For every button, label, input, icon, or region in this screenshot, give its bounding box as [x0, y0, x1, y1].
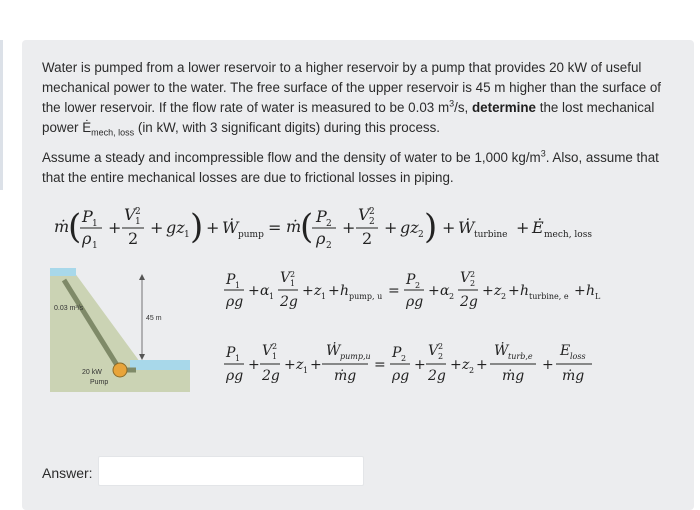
pump-reservoir-diagram — [50, 262, 190, 392]
svg-text:1: 1 — [303, 366, 309, 375]
svg-text:pump,u: pump,u — [340, 352, 371, 361]
pump-label: Pump — [90, 379, 109, 386]
question-card — [22, 40, 694, 510]
svg-text:2: 2 — [470, 270, 476, 279]
problem-paragraph-2: Assume a steady and incompressible flow and the density of water to be 1,000 $kg/m^3$. Also, assume that that the entire mechanical losses are due to frictional losses in piping. — [42, 148, 659, 185]
svg-text:1: 1 — [135, 217, 141, 227]
svg-text:h: h — [586, 283, 596, 299]
svg-text:ρ: ρ — [316, 229, 326, 248]
svg-text:V: V — [358, 205, 370, 224]
svg-text:P: P — [406, 272, 416, 288]
svg-text:2: 2 — [438, 352, 444, 361]
svg-text:+: + — [508, 283, 520, 299]
svg-text:ρg: ρg — [406, 294, 424, 310]
svg-text:ṁg: ṁg — [562, 368, 585, 384]
svg-text:ṁg: ṁg — [334, 368, 357, 384]
determine-keyword: determine — [472, 100, 536, 115]
svg-text:α: α — [260, 283, 270, 299]
svg-text:+: + — [442, 218, 456, 237]
svg-text:z: z — [296, 357, 304, 373]
svg-text:2: 2 — [401, 354, 407, 363]
svg-text:E: E — [560, 343, 571, 359]
svg-text:2: 2 — [369, 217, 375, 227]
svg-text:2g: 2g — [428, 368, 446, 384]
svg-text:(: ( — [68, 207, 82, 247]
svg-text:z: z — [494, 283, 502, 299]
svg-text:2g: 2g — [262, 368, 280, 384]
svg-text:2g: 2g — [280, 294, 298, 310]
svg-text:ρg: ρg — [226, 294, 244, 310]
svg-text:+: + — [428, 283, 440, 299]
svg-text:pump: pump — [238, 230, 264, 240]
svg-text:2: 2 — [501, 292, 507, 301]
svg-text:+: + — [248, 357, 260, 373]
svg-text:ρ: ρ — [82, 229, 92, 248]
svg-text:turbine: turbine — [474, 230, 508, 240]
svg-text:2: 2 — [326, 241, 332, 251]
svg-text:+: + — [284, 357, 296, 373]
svg-text:Ẇ: Ẇ — [326, 343, 341, 359]
svg-text:+: + — [248, 283, 260, 299]
energy-equation-head — [222, 268, 642, 316]
svg-text:z: z — [462, 357, 470, 373]
svg-text:+: + — [542, 357, 554, 373]
svg-text:turb,e: turb,e — [508, 352, 533, 361]
lower-reservoir-water — [130, 360, 190, 370]
svg-text:=: = — [268, 218, 282, 237]
svg-text:1: 1 — [235, 354, 241, 363]
left-border-rule — [0, 40, 3, 190]
answer-input[interactable] — [98, 456, 364, 486]
problem-paragraph-1: Water is pumped from a lower reservoir to a higher reservoir by a pump that provides 20 kW of useful mechanical power to the water. The free surface of the upper reservoir is 45 m higher than the surface of the lower reservoir. If the flow rate of water is measured to be 0.03 $m^3/s$, determine the lost mechanical power $Ė_{mech, loss}$ (in kW, with 3 significant digits) during this process. — [42, 60, 662, 138]
svg-text:1: 1 — [321, 292, 327, 301]
svg-text:gz: gz — [400, 218, 419, 237]
problem-statement — [42, 58, 682, 198]
svg-text:ṁ: ṁ — [286, 217, 302, 236]
svg-text:mech, loss: mech, loss — [544, 230, 592, 240]
svg-text:): ) — [190, 207, 204, 247]
svg-text:V: V — [428, 343, 439, 359]
svg-text:Ẇ: Ẇ — [222, 218, 239, 237]
svg-text:+: + — [150, 218, 164, 237]
pump-icon — [113, 363, 127, 377]
svg-text:V: V — [262, 343, 273, 359]
svg-text:α: α — [440, 283, 450, 299]
svg-text:+: + — [476, 357, 488, 373]
svg-text:ṁg: ṁg — [502, 368, 525, 384]
svg-text:+: + — [302, 283, 314, 299]
svg-text:Ẇ: Ẇ — [458, 218, 475, 237]
svg-text:+: + — [328, 283, 340, 299]
svg-text:2g: 2g — [460, 294, 478, 310]
power-label: 20 kW — [82, 369, 102, 376]
svg-text:z: z — [314, 283, 322, 299]
svg-text:+: + — [574, 283, 586, 299]
svg-text:+: + — [206, 218, 220, 237]
svg-text:2: 2 — [128, 229, 139, 248]
svg-text:=: = — [374, 357, 386, 373]
svg-text:P: P — [226, 272, 236, 288]
svg-text:2: 2 — [290, 270, 296, 279]
svg-text:Ẇ: Ẇ — [494, 343, 509, 359]
svg-text:+: + — [384, 218, 398, 237]
svg-text:+: + — [516, 218, 530, 237]
svg-text:+: + — [108, 218, 122, 237]
svg-text:P: P — [316, 207, 327, 226]
svg-text:ṁ: ṁ — [54, 217, 70, 236]
svg-text:turbine, e: turbine, e — [529, 292, 569, 301]
svg-text:Ė: Ė — [532, 218, 544, 237]
svg-text:h: h — [340, 283, 350, 299]
svg-text:2: 2 — [470, 279, 476, 288]
svg-text:2: 2 — [469, 366, 475, 375]
svg-text:pump, u: pump, u — [349, 292, 383, 301]
svg-text:): ) — [424, 207, 438, 247]
svg-text:P: P — [226, 345, 236, 361]
svg-text:V: V — [280, 270, 291, 286]
svg-text:2: 2 — [369, 207, 375, 217]
svg-text:1: 1 — [92, 219, 98, 229]
svg-text:V: V — [124, 205, 136, 224]
flow-label: 0.03 m³/s — [54, 305, 84, 312]
svg-text:L: L — [595, 292, 601, 301]
svg-text:1: 1 — [290, 279, 296, 288]
svg-text:1: 1 — [184, 230, 190, 240]
svg-text:ρg: ρg — [392, 368, 410, 384]
svg-text:2: 2 — [449, 292, 455, 301]
svg-text:2: 2 — [418, 230, 424, 240]
svg-text:h: h — [520, 283, 530, 299]
svg-text:P: P — [82, 207, 93, 226]
svg-text:V: V — [460, 270, 471, 286]
svg-text:1: 1 — [235, 281, 241, 290]
svg-text:1: 1 — [92, 241, 98, 251]
svg-text:+: + — [342, 218, 356, 237]
svg-text:P: P — [392, 345, 402, 361]
height-label: 45 m — [146, 315, 162, 322]
svg-text:2: 2 — [362, 229, 373, 248]
svg-text:+: + — [482, 283, 494, 299]
answer-label: Answer: — [42, 465, 93, 481]
svg-text:+: + — [450, 357, 462, 373]
svg-text:+: + — [310, 357, 322, 373]
energy-equation-general — [54, 202, 674, 252]
svg-text:loss: loss — [570, 352, 586, 361]
energy-equation-weight — [222, 340, 652, 390]
svg-text:2: 2 — [272, 342, 278, 351]
svg-text:ρg: ρg — [226, 368, 244, 384]
svg-text:=: = — [388, 283, 400, 299]
svg-text:2: 2 — [135, 207, 141, 217]
svg-text:2: 2 — [438, 342, 444, 351]
svg-text:(: ( — [300, 207, 314, 247]
upper-reservoir-water — [50, 268, 76, 276]
svg-text:2: 2 — [415, 281, 421, 290]
svg-text:2: 2 — [326, 219, 332, 229]
svg-text:+: + — [414, 357, 426, 373]
svg-text:gz: gz — [166, 218, 185, 237]
svg-text:1: 1 — [269, 292, 275, 301]
svg-text:1: 1 — [272, 352, 278, 361]
